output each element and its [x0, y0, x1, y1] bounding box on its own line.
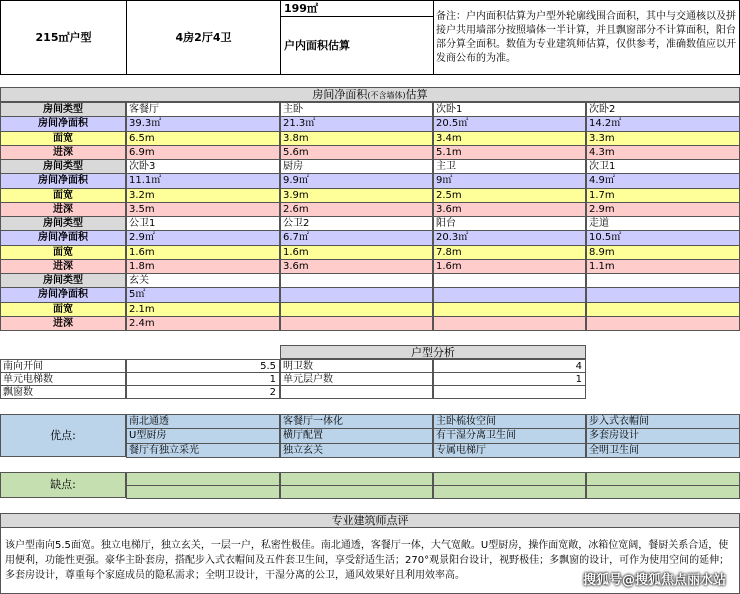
room-depth-value: 3.6m: [280, 259, 433, 274]
room-depth-value: 5.6m: [280, 145, 433, 160]
room-width-value: 2.1m: [126, 302, 280, 317]
room-width-label: 面宽: [0, 188, 126, 203]
room-net-area-label: 房间净面积: [0, 116, 126, 131]
pros-item: U型厨房: [126, 428, 280, 443]
analysis-value: [433, 385, 586, 399]
room-type-value: 走道: [586, 216, 740, 231]
pros-item: 全明卫生间: [586, 443, 740, 458]
room-type-label: 房间类型: [0, 159, 126, 174]
room-net-area-label: 房间净面积: [0, 287, 126, 302]
pros-item: 客餐厅一体化: [280, 414, 433, 429]
pros-item: 主卧梳妆空间: [433, 414, 586, 429]
room-width-value: 7.8m: [433, 245, 586, 260]
room-width-value: 3.3m: [586, 131, 740, 146]
pros-item: 南北通透: [126, 414, 280, 429]
room-net-area-value: 6.7㎡: [280, 230, 433, 245]
net-area-title-suffix: 估算: [405, 88, 428, 101]
cons-item: [280, 485, 433, 499]
analysis-label: [280, 385, 433, 399]
cons-item: [433, 472, 586, 486]
room-depth-label: 进深: [0, 316, 126, 331]
room-depth-value: [433, 316, 586, 331]
analysis-label: 明卫数: [280, 359, 433, 373]
room-depth-label: 进深: [0, 202, 126, 217]
room-width-value: 1.6m: [280, 245, 433, 260]
analysis-value: 1: [433, 372, 586, 386]
room-net-area-value: 21.3㎡: [280, 116, 433, 131]
cons-item: [280, 472, 433, 486]
room-depth-label: 进深: [0, 145, 126, 160]
room-net-area-value: 11.1㎡: [126, 173, 280, 188]
cons-item: [126, 472, 280, 486]
room-type-value: 次卫1: [586, 159, 740, 174]
room-depth-value: 4.3m: [586, 145, 740, 160]
cons-item: [586, 485, 740, 499]
pros-item: 多套房设计: [586, 428, 740, 443]
room-width-value: 1.6m: [126, 245, 280, 260]
room-width-value: [280, 302, 433, 317]
room-net-area-value: 9㎡: [433, 173, 586, 188]
room-type-value: [586, 273, 740, 288]
room-width-label: 面宽: [0, 131, 126, 146]
room-type-value: 阳台: [433, 216, 586, 231]
net-area-title: [0, 87, 740, 102]
room-type-label: 房间类型: [0, 216, 126, 231]
room-depth-value: 2.4m: [126, 316, 280, 331]
room-net-area-value: [433, 287, 586, 302]
analysis-value: 2: [126, 385, 280, 399]
room-depth-value: 2.9m: [586, 202, 740, 217]
room-depth-label: 进深: [0, 259, 126, 274]
analysis-label: 单元电梯数: [0, 372, 126, 386]
net-area-title-note: (不含墙体): [367, 91, 406, 100]
analysis-label: 南向开间: [0, 359, 126, 373]
analysis-label: 单元层户数: [280, 372, 433, 386]
room-type-label: 房间类型: [0, 102, 126, 117]
room-depth-value: [586, 316, 740, 331]
note-text: 备注：户内面积估算为户型外轮廓线围合面积，其中与交通核以及拼接户共用墙部分按照墙体一半计算，并且飘窗部分不计算面积，阳台部分算全面积。数值为专业建筑师估算，仅供参考，准确数值应以开发商公布的为准。: [436, 11, 736, 64]
room-net-area-value: 4.9㎡: [586, 173, 740, 188]
room-config: 4房2厅4卫: [127, 1, 281, 74]
room-width-label: 面宽: [0, 302, 126, 317]
pros-item: 专属电梯厅: [433, 443, 586, 458]
room-net-area-value: 20.3㎡: [433, 230, 586, 245]
room-net-area-value: 9.9㎡: [280, 173, 433, 188]
room-width-value: 2.5m: [433, 188, 586, 203]
room-width-value: [586, 302, 740, 317]
room-type-value: 玄关: [126, 273, 280, 288]
pros-item: 步入式衣帽间: [586, 414, 740, 429]
analysis-value: 4: [433, 359, 586, 373]
room-net-area-label: 房间净面积: [0, 173, 126, 188]
room-width-value: 3.4m: [433, 131, 586, 146]
room-width-value: 8.9m: [586, 245, 740, 260]
room-type-value: 主卧: [280, 102, 433, 117]
room-net-area-label: 房间净面积: [0, 230, 126, 245]
room-type-value: 客餐厅: [126, 102, 280, 117]
cons-item: [126, 485, 280, 499]
room-type-value: [433, 273, 586, 288]
pros-label: 优点:: [0, 414, 126, 457]
room-type-value: 次卧2: [586, 102, 740, 117]
top-header: [0, 0, 740, 75]
pros-item: 餐厅有独立采光: [126, 443, 280, 458]
unit-type: 215㎡户型: [1, 1, 127, 74]
cons-label: 缺点:: [0, 472, 126, 498]
cons-item: [586, 472, 740, 486]
room-type-value: 公卫2: [280, 216, 433, 231]
room-width-value: [433, 302, 586, 317]
room-type-value: 公卫1: [126, 216, 280, 231]
room-net-area-value: 39.3㎡: [126, 116, 280, 131]
room-depth-value: [280, 316, 433, 331]
room-width-label: 面宽: [0, 245, 126, 260]
room-depth-value: 3.6m: [433, 202, 586, 217]
net-area-title-main: 房间净面积: [312, 88, 368, 101]
cons-item: [433, 485, 586, 499]
room-width-value: 3.2m: [126, 188, 280, 203]
analysis-value: 5.5: [126, 359, 280, 373]
room-depth-value: 1.6m: [433, 259, 586, 274]
analysis-value: 1: [126, 372, 280, 386]
analysis-title: 户型分析: [280, 345, 586, 359]
room-net-area-value: [586, 287, 740, 302]
pros-item: 独立玄关: [280, 443, 433, 458]
area-total: 199㎡: [281, 1, 434, 17]
room-depth-value: 1.8m: [126, 259, 280, 274]
room-net-area-value: 10.5㎡: [586, 230, 740, 245]
room-type-value: [280, 273, 433, 288]
room-width-value: 3.9m: [280, 188, 433, 203]
room-type-label: 房间类型: [0, 273, 126, 288]
analysis-label: 飘窗数: [0, 385, 126, 399]
area-label: 户内面积估算: [281, 17, 434, 74]
review-text: 该户型南向5.5面宽。独立电梯厅，独立玄关，一层一户，私密性极佳。南北通透，客餐厅一体，大气宽敞。U型厨房，操作面宽敞，冰箱位宽阔，餐厨关系合适，使用便利，功能性更强。豪华主卧套房，搭配步入式衣帽间及五件套卫生间，享受舒适生活；270°观景阳台设计，视野极佳；多飘窗的设计，可作为使用空间的延伸；多套房设计，尊重每个家庭成员的隐私需求；全明卫设计，干湿分离的公卫，通风效果好且利用效率高。: [0, 528, 740, 594]
watermark-text: 搜狐号@搜狐焦点丽水站: [582, 573, 726, 588]
pros-item: 横厅配置: [280, 428, 433, 443]
room-type-value: 主卫: [433, 159, 586, 174]
room-width-value: 3.8m: [280, 131, 433, 146]
room-net-area-value: 2.9㎡: [126, 230, 280, 245]
room-net-area-value: 20.5㎡: [433, 116, 586, 131]
room-depth-value: 1.1m: [586, 259, 740, 274]
room-depth-value: 6.9m: [126, 145, 280, 160]
room-depth-value: 2.6m: [280, 202, 433, 217]
pros-item: 有干湿分离卫生间: [433, 428, 586, 443]
room-type-value: 次卧3: [126, 159, 280, 174]
room-net-area-value: 14.2㎡: [586, 116, 740, 131]
room-net-area-value: 5㎡: [126, 287, 280, 302]
room-type-value: 次卧1: [433, 102, 586, 117]
room-depth-value: 3.5m: [126, 202, 280, 217]
room-type-value: 厨房: [280, 159, 433, 174]
room-depth-value: 5.1m: [433, 145, 586, 160]
room-net-area-value: [280, 287, 433, 302]
review-title: 专业建筑师点评: [0, 513, 740, 528]
room-width-value: 6.5m: [126, 131, 280, 146]
room-width-value: 1.7m: [586, 188, 740, 203]
